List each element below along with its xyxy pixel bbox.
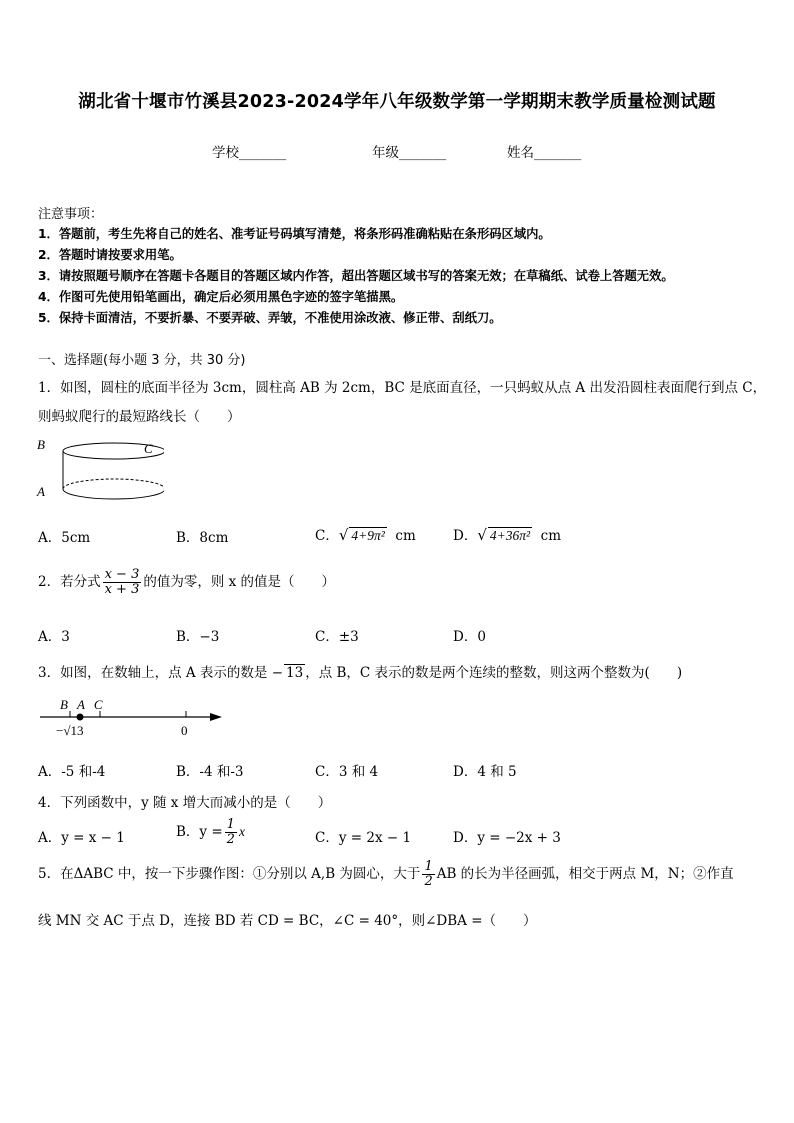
q3-stem: 3．如图，在数轴上，点 A 表示的数是 − 13 ，点 B，C 表示的数是两个连续的整数，则这两个整数为( ) [38, 665, 683, 681]
number-line-labels: B A C [60, 697, 106, 712]
q5-line2: 线 MN 交 AC 于点 D，连接 BD 若 CD = BC，∠C = 40°，则∠DBA =（ ） [38, 913, 537, 929]
note-item: 5．保持卡面清洁，不要折暴、不要弄破、弄皱，不准使用涂改液、修正带、刮纸刀。 [38, 311, 502, 325]
q2-option-c: C．±3 [315, 629, 359, 645]
q2-option-d: D．0 [453, 629, 486, 645]
q1-line1: 1．如图，圆柱的底面半径为 3cm，圆柱高 AB 为 2cm，BC 是底面直径，一只蚂蚁从点 A 出发沿圆柱表面爬行到点 C， [38, 380, 767, 396]
q3-option-c: C．3 和 4 [315, 764, 379, 780]
zero-label: 0 [181, 723, 188, 738]
note-item: 1．答题前，考生先将自己的姓名、准考证号码填写清楚，将条形码准确粘贴在条形码区域内。 [38, 227, 551, 241]
notes-title: 注意事项： [38, 207, 104, 222]
page-title: 湖北省十堰市竹溪县2023-2024学年八年级数学第一学期期末教学质量检测试题 [78, 92, 716, 112]
label-A: A [37, 484, 45, 499]
q4-stem: 4．下列函数中，y 随 x 增大而减小的是（ ） [38, 795, 332, 811]
q4-option-d: D．y = −2x + 3 [453, 830, 561, 846]
name-field: 姓名_______ [507, 145, 582, 161]
note-item: 3．请按照题号顺序在答题卡各题目的答题区域内作答，超出答题区域书写的答案无效；在草稿纸、试卷上答题无效。 [38, 269, 674, 283]
q1-line2: 则蚂蚁爬行的最短路线长（ ） [38, 409, 241, 425]
school-field: 学校_______ [212, 145, 287, 161]
q1-option-a: A．5cm [38, 530, 91, 546]
q2-stem: 2．若分式 $\frac{x - 3}{x + 3}$ 的值为零，则 x 的值是（ ） [38, 567, 336, 597]
neg-sqrt13-label: −√13 [56, 723, 84, 738]
q2-option-b: B．−3 [176, 629, 220, 645]
label-B: B [37, 437, 45, 452]
q5-line1: 5．在ΔABC 中，按一下步骤作图：①分别以 A,B 为圆心，大于 $\frac{1}{2}$ AB 的长为半径画弧，相交于两点 M，N；②作直 [38, 859, 734, 889]
q3-option-d: D．4 和 5 [453, 764, 517, 780]
q3-option-b: B．-4 和-3 [176, 764, 244, 780]
label-C: C [144, 441, 153, 456]
q4-option-b: B．y = $\frac{1}{2}$ x [176, 817, 245, 847]
q1-option-b: B．8cm [176, 530, 229, 546]
note-item: 4．作图可先使用铅笔画出，确定后必须用黑色字迹的签字笔描黑。 [38, 290, 404, 304]
grade-field: 年级_______ [372, 145, 447, 161]
q4-option-c: C．y = 2x − 1 [315, 830, 412, 846]
q2-option-a: A．3 [38, 629, 70, 645]
q1-option-d: D．√ 4+36π² cm [453, 526, 562, 544]
q1-option-c: C．√ 4+9π² cm [315, 526, 416, 544]
section-heading: 一、选择题(每小题 3 分，共 30 分) [38, 353, 246, 368]
cylinder-figure [34, 434, 164, 506]
q3-option-a: A．-5 和-4 [38, 764, 106, 780]
note-item: 2．答题时请按要求用笔。 [38, 248, 182, 262]
q4-option-a: A．y = x − 1 [38, 830, 125, 846]
number-line-figure [36, 697, 226, 741]
